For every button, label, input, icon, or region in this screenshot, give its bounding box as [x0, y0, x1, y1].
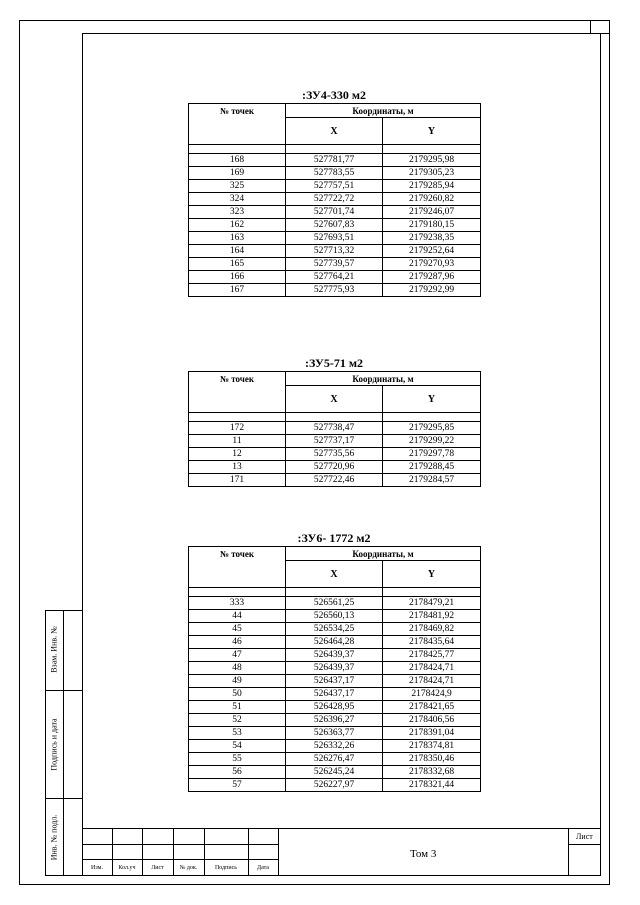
stamp-col-count: Кол.уч — [118, 865, 136, 871]
point-number-cell: 164 — [189, 245, 286, 258]
x-coordinate-cell: 526245,24 — [286, 766, 383, 779]
x-coordinate-cell: 526439,37 — [286, 649, 383, 662]
y-coordinate-cell: 2178391,04 — [383, 727, 481, 740]
table-spacer-row — [189, 413, 481, 422]
point-number-cell: 167 — [189, 284, 286, 297]
x-coordinate-cell: 527713,32 — [286, 245, 383, 258]
spacer-cell — [286, 145, 383, 154]
x-coordinate-cell: 526276,47 — [286, 753, 383, 766]
x-column-header: X — [286, 386, 383, 413]
point-number-cell: 48 — [189, 662, 286, 675]
y-coordinate-cell: 2179299,22 — [383, 435, 481, 448]
point-number-cell: 47 — [189, 649, 286, 662]
x-coordinate-cell: 526363,77 — [286, 727, 383, 740]
table-row — [189, 422, 481, 435]
table-row — [189, 675, 481, 688]
block-title: :ЗУ6- 1772 м2 — [297, 531, 371, 545]
y-coordinate-cell: 2179287,96 — [383, 271, 481, 284]
point-number-cell: 49 — [189, 675, 286, 688]
point-number-cell: 12 — [189, 448, 286, 461]
point-number-cell: 57 — [189, 779, 286, 792]
point-number-cell: 50 — [189, 688, 286, 701]
sheet-cell-left-line — [568, 828, 569, 876]
x-coordinate-cell: 527739,57 — [286, 258, 383, 271]
coords-block-zu4 — [188, 88, 480, 297]
sheet-right-border — [609, 20, 610, 885]
x-coordinate-cell: 526437,17 — [286, 688, 383, 701]
y-coordinate-cell: 2179292,99 — [383, 284, 481, 297]
y-coordinate-cell: 2178435,64 — [383, 636, 481, 649]
x-coordinate-cell: 527701,74 — [286, 206, 383, 219]
title-block-top-line — [82, 828, 601, 829]
stamp-col-date: Дата — [257, 865, 269, 871]
x-coordinate-cell: 526561,25 — [286, 597, 383, 610]
point-number-cell: 53 — [189, 727, 286, 740]
point-number-cell: 168 — [189, 154, 286, 167]
x-coordinate-cell: 526437,17 — [286, 675, 383, 688]
x-coordinate-cell: 526560,13 — [286, 610, 383, 623]
x-coordinate-cell: 526464,28 — [286, 636, 383, 649]
stamp-col-signature: Подпись — [214, 865, 238, 871]
point-number-cell: 172 — [189, 422, 286, 435]
table-row — [189, 193, 481, 206]
x-coordinate-cell: 526227,97 — [286, 779, 383, 792]
spacer-cell — [189, 145, 286, 154]
table-row — [189, 245, 481, 258]
y-coordinate-cell: 2179297,78 — [383, 448, 481, 461]
coords-table — [188, 103, 481, 297]
table-row — [189, 727, 481, 740]
x-column-header: X — [286, 561, 383, 588]
y-coordinate-cell: 2178374,81 — [383, 740, 481, 753]
point-number-cell: 323 — [189, 206, 286, 219]
spacer-cell — [286, 588, 383, 597]
sheet-corner-tab — [590, 20, 591, 34]
point-number-cell: 163 — [189, 232, 286, 245]
stamp-col-change: Изм. — [91, 865, 103, 871]
side-stamp-replace-inv-label: Взам. Инв. № — [49, 626, 59, 673]
points-column-header: № точек — [189, 547, 286, 588]
y-coordinate-cell: 2178332,68 — [383, 766, 481, 779]
spacer-cell — [286, 413, 383, 422]
point-number-cell: 44 — [189, 610, 286, 623]
table-row — [189, 740, 481, 753]
x-coordinate-cell: 526428,95 — [286, 701, 383, 714]
table-row — [189, 271, 481, 284]
table-row — [189, 284, 481, 297]
y-coordinate-cell: 2178406,56 — [383, 714, 481, 727]
spacer-cell — [189, 413, 286, 422]
point-number-cell: 13 — [189, 461, 286, 474]
side-stamp-original-inv-label: Инв. № подл. — [49, 814, 59, 861]
table-row — [189, 219, 481, 232]
y-coordinate-cell: 2179246,07 — [383, 206, 481, 219]
sheet-bottom-border — [19, 884, 610, 885]
y-coordinate-cell: 2178321,44 — [383, 779, 481, 792]
sheet-left-border — [19, 20, 20, 885]
stamp-col-sheet: Лист — [151, 865, 164, 871]
y-coordinate-cell: 2179270,93 — [383, 258, 481, 271]
x-coordinate-cell: 527757,51 — [286, 180, 383, 193]
x-column-header: X — [286, 118, 383, 145]
y-coordinate-cell: 2179260,82 — [383, 193, 481, 206]
y-coordinate-cell: 2178424,71 — [383, 675, 481, 688]
y-coordinate-cell: 2179288,45 — [383, 461, 481, 474]
x-coordinate-cell: 527775,93 — [286, 284, 383, 297]
point-number-cell: 333 — [189, 597, 286, 610]
x-coordinate-cell: 526439,37 — [286, 662, 383, 675]
table-row — [189, 753, 481, 766]
table-row — [189, 154, 481, 167]
point-number-cell: 52 — [189, 714, 286, 727]
x-coordinate-cell: 527764,21 — [286, 271, 383, 284]
x-coordinate-cell: 527722,46 — [286, 474, 383, 487]
stamp-col-doc-number: № док. — [179, 865, 198, 871]
y-coordinate-cell: 2179180,15 — [383, 219, 481, 232]
x-coordinate-cell: 527783,55 — [286, 167, 383, 180]
x-coordinate-cell: 527737,17 — [286, 435, 383, 448]
table-row — [189, 232, 481, 245]
table-row — [189, 448, 481, 461]
table-row — [189, 206, 481, 219]
spacer-cell — [383, 145, 481, 154]
side-stamp-signature-date-label: Подпись и дата — [49, 718, 59, 771]
x-coordinate-cell: 527607,83 — [286, 219, 383, 232]
table-row — [189, 435, 481, 448]
coords-block-zu6 — [188, 531, 480, 792]
y-coordinate-cell: 2179284,57 — [383, 474, 481, 487]
block-title: :ЗУ5-71 м2 — [304, 356, 363, 370]
y-coordinate-cell: 2179295,98 — [383, 154, 481, 167]
block-title: :ЗУ4-330 м2 — [301, 88, 366, 102]
y-coordinate-cell: 2178424,9 — [383, 688, 481, 701]
table-row — [189, 597, 481, 610]
table-row — [189, 714, 481, 727]
point-number-cell: 51 — [189, 701, 286, 714]
point-number-cell: 171 — [189, 474, 286, 487]
point-number-cell: 165 — [189, 258, 286, 271]
coords-group-header: Координаты, м — [286, 372, 481, 386]
x-coordinate-cell: 526396,27 — [286, 714, 383, 727]
table-spacer-row — [189, 588, 481, 597]
table-row — [189, 688, 481, 701]
table-row — [189, 258, 481, 271]
y-coordinate-cell: 2179305,23 — [383, 167, 481, 180]
table-row — [189, 701, 481, 714]
y-coordinate-cell: 2179238,35 — [383, 232, 481, 245]
coords-block-zu5 — [188, 356, 480, 487]
volume-label: Том 3 — [410, 848, 437, 860]
spacer-cell — [189, 588, 286, 597]
x-coordinate-cell: 527720,96 — [286, 461, 383, 474]
table-row — [189, 623, 481, 636]
point-number-cell: 169 — [189, 167, 286, 180]
table-row — [189, 167, 481, 180]
coords-table — [188, 371, 481, 487]
title-block-col-line — [278, 828, 279, 876]
y-coordinate-cell: 2179252,64 — [383, 245, 481, 258]
x-coordinate-cell: 526332,26 — [286, 740, 383, 753]
coords-table — [188, 546, 481, 792]
point-number-cell: 46 — [189, 636, 286, 649]
x-coordinate-cell: 527781,77 — [286, 154, 383, 167]
x-coordinate-cell: 527738,47 — [286, 422, 383, 435]
table-row — [189, 180, 481, 193]
point-number-cell: 162 — [189, 219, 286, 232]
table-row — [189, 766, 481, 779]
point-number-cell: 325 — [189, 180, 286, 193]
table-row — [189, 779, 481, 792]
y-coordinate-cell: 2178479,21 — [383, 597, 481, 610]
y-coordinate-cell: 2179295,85 — [383, 422, 481, 435]
sheet-number-label: Лист — [576, 832, 593, 841]
y-coordinate-cell: 2178425,77 — [383, 649, 481, 662]
sheet-cell-divider — [568, 844, 601, 845]
x-coordinate-cell: 527693,51 — [286, 232, 383, 245]
y-coordinate-cell: 2178421,65 — [383, 701, 481, 714]
point-number-cell: 324 — [189, 193, 286, 206]
point-number-cell: 11 — [189, 435, 286, 448]
point-number-cell: 45 — [189, 623, 286, 636]
point-number-cell: 55 — [189, 753, 286, 766]
table-row — [189, 610, 481, 623]
spacer-cell — [383, 413, 481, 422]
sheet-top-border — [19, 20, 610, 21]
point-number-cell: 56 — [189, 766, 286, 779]
x-coordinate-cell: 527722,72 — [286, 193, 383, 206]
x-coordinate-cell: 527735,56 — [286, 448, 383, 461]
table-row — [189, 636, 481, 649]
table-row — [189, 461, 481, 474]
point-number-cell: 54 — [189, 740, 286, 753]
side-stamp-column-divider — [63, 610, 64, 876]
y-column-header: Y — [383, 386, 481, 413]
table-spacer-row — [189, 145, 481, 154]
spacer-cell — [383, 588, 481, 597]
y-coordinate-cell: 2178481,92 — [383, 610, 481, 623]
point-number-cell: 166 — [189, 271, 286, 284]
y-coordinate-cell: 2178424,71 — [383, 662, 481, 675]
y-coordinate-cell: 2178469,82 — [383, 623, 481, 636]
y-column-header: Y — [383, 118, 481, 145]
coords-group-header: Координаты, м — [286, 547, 481, 561]
points-column-header: № точек — [189, 104, 286, 145]
x-coordinate-cell: 526534,25 — [286, 623, 383, 636]
coords-group-header: Координаты, м — [286, 104, 481, 118]
points-column-header: № точек — [189, 372, 286, 413]
table-row — [189, 474, 481, 487]
y-coordinate-cell: 2178350,46 — [383, 753, 481, 766]
y-column-header: Y — [383, 561, 481, 588]
table-row — [189, 649, 481, 662]
y-coordinate-cell: 2179285,94 — [383, 180, 481, 193]
table-row — [189, 662, 481, 675]
